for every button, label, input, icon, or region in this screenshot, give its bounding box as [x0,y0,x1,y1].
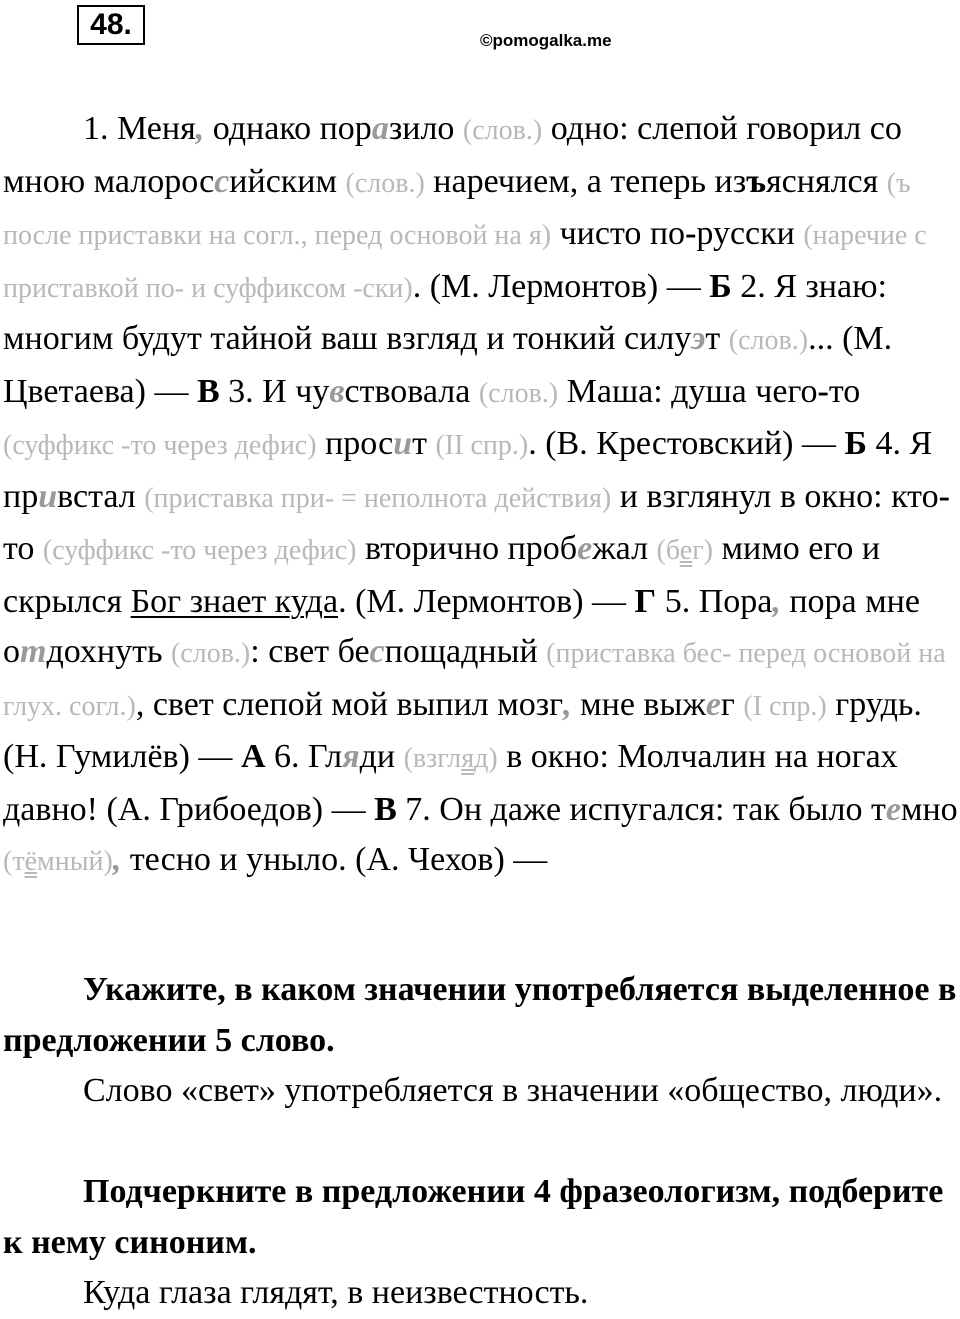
task-number: 48. [77,5,145,45]
phraseologism: Бог знает куда [130,582,339,620]
exercise-text: 1. Меня, однако поразило (слов.) одно: слепой говорил со мною малороссийским (слов.) наречием, а теперь изъяснялся (ъ после приставки на согл., перед основой на я) чисто по-русски (наречие с приставкой по- и суффиксом -ски). (М. Лермонтов) — Б 2. Я знаю: многим будут тайной ваш взгляд и тонкий силуэт (слов.)... (М. Цветаева) — В 3. И чувствовала (слов.) Маша: душа чего-то (суффикс -то через дефис) просит (II спр.). (В. Крестовский) — Б 4. Я привстал (приставка при- = неполнота действия) и взглянул в окно: кто-то (суффикс -то через дефис) вторично пробежал (бег) мимо его и скрылся Бог знает куда. (М. Лермонтов) — Г 5. Пора, пора мне отдохнуть (слов.): свет беспощадный (приставка бес- перед основой на глух. согл.), свет слепой мой выпил мозг, мне выжег (I спр.) грудь. (Н. Гумилёв) — А 6. Гляди (взгляд) в окно: Молчалин на ногах давно! (А. Грибоедов) — В 7. Он даже испугался: так было темно (тёмный), тесно и уныло. (А. Чехов) — [3,110,958,878]
answer-1: Слово «свет» употребляется в значении «общество, люди». [83,1072,943,1109]
site-watermark: ©pomogalka.me [480,31,612,50]
question-1: Укажите, в каком значении употребляется выделенное в предложении 5 слово. [3,971,957,1059]
question-2: Подчеркните в предложении 4 фразеологизм, подберите к нему синоним. [3,1173,944,1261]
answer-2: Куда глаза глядят, в неизвестность. [83,1274,589,1311]
